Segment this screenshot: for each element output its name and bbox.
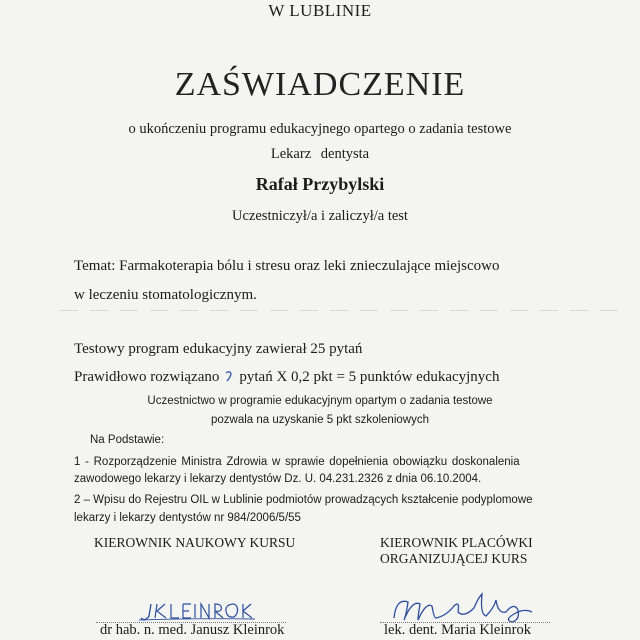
handwritten-mark-icon <box>225 369 233 383</box>
participation-line-2: pozwala na uzyskanie 5 pkt szkoleniowych <box>211 414 429 426</box>
facility-director-role-line-2: ORGANIZUJĄCEJ KURS <box>380 551 528 566</box>
correct-answers-line <box>74 369 499 386</box>
legal-basis-item-1-line-2: zawodowego lekarzy i lekarzy dentystów Dz. U. 04.231.2326 z dnia 06.10.2004. <box>74 473 482 485</box>
facility-director-name: lek. dent. Maria Kleinrok <box>384 622 531 638</box>
right-signature-icon <box>388 590 538 624</box>
scientific-director-role: KIEROWNIK NAUKOWY KURSU <box>94 535 296 550</box>
scan-artifact-line <box>60 310 620 311</box>
profession: Lekarz dentysta <box>270 146 370 162</box>
completion-statement: Uczestniczył/a i zaliczył/a test <box>232 208 408 224</box>
institution-header: W LUBLINIE <box>268 1 372 20</box>
participant-name: Rafał Przybylski <box>255 174 385 194</box>
topic-line-1: Temat: Farmakoterapia bólu i stresu oraz leki znieczulające miejscowo <box>74 258 500 274</box>
legal-basis-item-1-line-1: 1 - Rozporządzenie Ministra Zdrowia w sprawie dopełnienia obowiązku doskonalenia <box>74 456 520 468</box>
left-signature-icon <box>135 598 265 624</box>
legal-basis-item-2-line-1: 2 – Wpisu do Rejestru OIL w Lublinie podmiotów prowadzących kształcenie podyplomowe <box>74 494 533 506</box>
topic-line-2: w leczeniu stomatologicznym. <box>74 287 257 303</box>
facility-director-role-line-1: KIEROWNIK PLACÓWKI <box>380 535 533 550</box>
correct-suffix: pytań X 0,2 pkt = 5 punktów edukacyjnych <box>239 369 500 385</box>
certificate-title: ZAŚWIADCZENIE <box>174 66 466 103</box>
scientific-director-name: dr hab. n. med. Janusz Kleinrok <box>100 622 285 638</box>
question-count: Testowy program edukacyjny zawierał 25 pytań <box>74 341 363 357</box>
participation-line-1: Uczestnictwo w programie edukacyjnym opartym o zadania testowe <box>147 395 493 407</box>
legal-basis-item-2-line-2: lekarzy i lekarzy dentystów nr 984/2006/5/55 <box>74 512 301 524</box>
certificate-subtitle: o ukończeniu programu edukacyjnego opartego o zadania testowe <box>128 121 512 137</box>
correct-prefix: Prawidłowo rozwiązano <box>74 369 220 385</box>
legal-basis-heading: Na Podstawie: <box>90 434 165 446</box>
